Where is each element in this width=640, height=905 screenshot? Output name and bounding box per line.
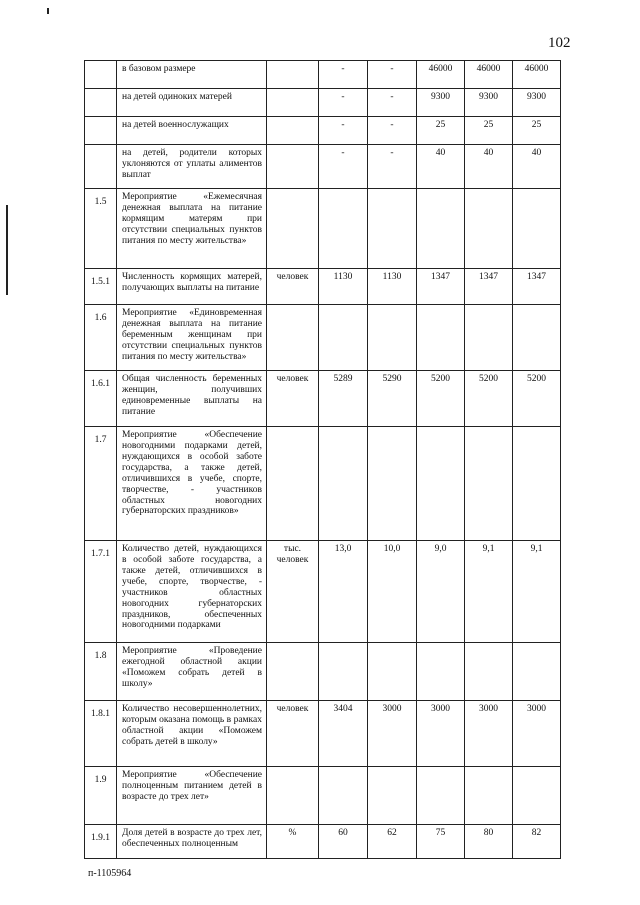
row-unit: [267, 189, 319, 269]
row-value-2: 10,0: [368, 541, 417, 643]
row-value-4: [465, 189, 513, 269]
row-value-3: [417, 643, 465, 701]
table-row: [85, 269, 561, 305]
row-unit: [267, 427, 319, 541]
row-value-1: [319, 427, 368, 541]
row-value-4: 25: [465, 117, 513, 145]
row-value-5: 40: [513, 145, 561, 189]
table-row: [85, 145, 561, 189]
row-value-1: -: [319, 61, 368, 89]
row-value-3: 25: [417, 117, 465, 145]
row-value-1: 1130: [319, 269, 368, 305]
row-value-5: [513, 427, 561, 541]
row-text: Мероприятие «Обеспечение новогодними подарками детей, нуждающихся в особой заботе государства, а также детей, отличившихся в учебе, спорте, творчестве, - участников областных новогодних губернаторских праздников»: [117, 427, 267, 541]
table-row: [85, 643, 561, 701]
row-code: [85, 89, 117, 117]
row-value-1: -: [319, 117, 368, 145]
row-value-2: [368, 767, 417, 825]
row-code: 1.6: [85, 305, 117, 371]
row-text: Доля детей в возрасте до трех лет, обеспеченных полноценным: [117, 825, 267, 859]
row-unit: человек: [267, 371, 319, 427]
row-value-5: 3000: [513, 701, 561, 767]
row-code: 1.7.1: [85, 541, 117, 643]
scan-artifact-left: [6, 205, 8, 295]
row-text: в базовом размере: [117, 61, 267, 89]
row-value-5: [513, 767, 561, 825]
row-value-4: 80: [465, 825, 513, 859]
row-value-2: -: [368, 145, 417, 189]
table-row: [85, 767, 561, 825]
row-value-3: 1347: [417, 269, 465, 305]
row-code: 1.6.1: [85, 371, 117, 427]
row-value-5: 5200: [513, 371, 561, 427]
row-code: [85, 117, 117, 145]
row-value-5: 9,1: [513, 541, 561, 643]
row-text: Количество детей, нуждающихся в особой заботе государства, а также детей, отличившихся в учебе, спорте, творчестве, - участников областных новогодних губернаторских праздников, обеспеченных новогодними подарками: [117, 541, 267, 643]
row-unit: [267, 117, 319, 145]
row-value-4: 1347: [465, 269, 513, 305]
row-code: 1.9.1: [85, 825, 117, 859]
table-row: [85, 371, 561, 427]
row-unit: [267, 145, 319, 189]
row-unit: [267, 61, 319, 89]
row-value-3: 9,0: [417, 541, 465, 643]
row-value-2: 1130: [368, 269, 417, 305]
row-code: 1.9: [85, 767, 117, 825]
row-value-2: 62: [368, 825, 417, 859]
row-value-5: [513, 305, 561, 371]
row-value-3: 3000: [417, 701, 465, 767]
row-unit: [267, 643, 319, 701]
row-value-1: [319, 643, 368, 701]
row-value-4: 40: [465, 145, 513, 189]
row-value-2: 5290: [368, 371, 417, 427]
row-text: Общая численность беременных женщин, получивших единовременные выплаты на питание: [117, 371, 267, 427]
row-value-3: [417, 767, 465, 825]
row-value-4: 9300: [465, 89, 513, 117]
row-value-1: 5289: [319, 371, 368, 427]
row-value-2: -: [368, 61, 417, 89]
row-value-5: 1347: [513, 269, 561, 305]
row-value-4: [465, 427, 513, 541]
row-value-2: -: [368, 117, 417, 145]
row-value-2: [368, 643, 417, 701]
table-row: [85, 541, 561, 643]
row-value-1: 60: [319, 825, 368, 859]
row-text: на детей, родители которых уклоняются от уплаты алиментов выплат: [117, 145, 267, 189]
row-value-1: [319, 189, 368, 269]
row-value-5: 82: [513, 825, 561, 859]
row-code: 1.5.1: [85, 269, 117, 305]
row-value-1: -: [319, 89, 368, 117]
row-value-3: 40: [417, 145, 465, 189]
row-value-3: [417, 305, 465, 371]
row-value-2: -: [368, 89, 417, 117]
row-value-5: 46000: [513, 61, 561, 89]
row-code: [85, 145, 117, 189]
row-value-4: [465, 643, 513, 701]
row-text: Мероприятие «Проведение ежегодной областной акции «Поможем собрать детей в школу»: [117, 643, 267, 701]
row-value-1: [319, 305, 368, 371]
table-row: [85, 825, 561, 859]
row-value-3: [417, 427, 465, 541]
row-value-2: [368, 427, 417, 541]
row-value-4: 5200: [465, 371, 513, 427]
table-row: [85, 89, 561, 117]
row-value-4: 3000: [465, 701, 513, 767]
row-value-2: [368, 305, 417, 371]
row-unit: [267, 305, 319, 371]
row-value-1: 3404: [319, 701, 368, 767]
row-value-3: 5200: [417, 371, 465, 427]
row-text: на детей военнослужащих: [117, 117, 267, 145]
row-value-5: 9300: [513, 89, 561, 117]
table-row: [85, 701, 561, 767]
footer-document-code: п-1105964: [88, 868, 132, 879]
row-value-4: [465, 305, 513, 371]
row-code: 1.7: [85, 427, 117, 541]
row-code: 1.8: [85, 643, 117, 701]
table-row: [85, 189, 561, 269]
row-text: Численность кормящих матерей, получающих выплаты на питание: [117, 269, 267, 305]
row-value-3: 46000: [417, 61, 465, 89]
row-code: 1.5: [85, 189, 117, 269]
row-value-3: [417, 189, 465, 269]
page-number: 102: [548, 35, 571, 51]
row-value-1: -: [319, 145, 368, 189]
row-text: Мероприятие «Единовременная денежная выплата на питание беременным женщинам при отсутствии специальных пунктов питания по месту жительства»: [117, 305, 267, 371]
row-text: Мероприятие «Ежемесячная денежная выплата на питание кормящим матерям при отсутствии специальных пунктов питания по месту жительства»: [117, 189, 267, 269]
row-value-4: [465, 767, 513, 825]
table-row: [85, 427, 561, 541]
row-value-1: 13,0: [319, 541, 368, 643]
row-value-5: [513, 189, 561, 269]
row-text: на детей одиноких матерей: [117, 89, 267, 117]
row-unit: [267, 89, 319, 117]
row-value-3: 75: [417, 825, 465, 859]
row-unit: тыс. человек: [267, 541, 319, 643]
row-value-2: [368, 189, 417, 269]
row-text: Мероприятие «Обеспечение полноценным питанием детей в возрасте до трех лет»: [117, 767, 267, 825]
row-code: [85, 61, 117, 89]
table-row: [85, 117, 561, 145]
row-unit: человек: [267, 269, 319, 305]
row-code: 1.8.1: [85, 701, 117, 767]
row-text: Количество несовершеннолетних, которым оказана помощь в рамках областной акции «Поможем собрать детей в школу»: [117, 701, 267, 767]
row-value-5: [513, 643, 561, 701]
row-unit: человек: [267, 701, 319, 767]
row-unit: [267, 767, 319, 825]
indicators-table: [84, 60, 561, 859]
row-unit: %: [267, 825, 319, 859]
row-value-2: 3000: [368, 701, 417, 767]
row-value-4: 9,1: [465, 541, 513, 643]
table-row: [85, 61, 561, 89]
row-value-4: 46000: [465, 61, 513, 89]
row-value-3: 9300: [417, 89, 465, 117]
row-value-5: 25: [513, 117, 561, 145]
row-value-1: [319, 767, 368, 825]
scan-artifact-top: [47, 8, 49, 14]
table-row: [85, 305, 561, 371]
